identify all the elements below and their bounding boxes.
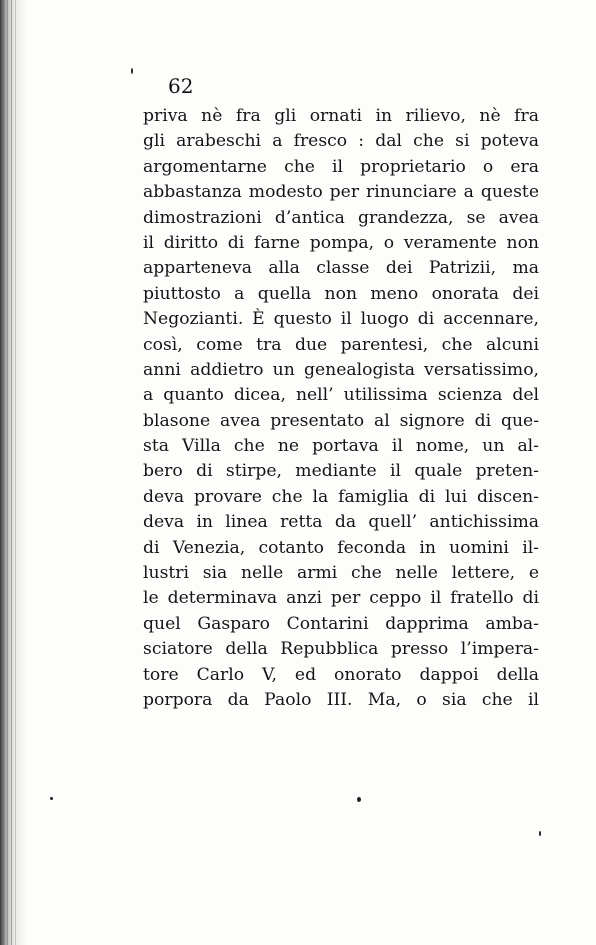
text-line: apparteneva alla classe dei Patrizii, ma — [143, 258, 539, 279]
text-line: priva nè fra gli ornati in rilievo, nè fra — [143, 106, 539, 126]
text-line: bero di stirpe, mediante il quale preten- — [143, 461, 539, 482]
text-line: di Venezia, cotanto feconda in uomini il- — [143, 537, 539, 558]
text-line: le determinava anzi per ceppo il fratello di — [143, 588, 539, 609]
text-line: sta Villa che ne portava il nome, un al- — [143, 436, 539, 457]
text-line: anni addietro un genealogista versatissimo, — [143, 359, 539, 380]
body-text — [143, 104, 539, 713]
text-line: deva in linea retta da quell’ antichissima — [143, 512, 539, 533]
text-line: il diritto di farne pompa, o veramente non — [143, 232, 539, 253]
text-line: blasone avea presentato al signore di que- — [143, 410, 539, 431]
binding-edge-line — [7, 0, 8, 945]
text-line: gli arabeschi a fresco : dal che si poteva — [143, 131, 539, 152]
text-line: quel Gasparo Contarini dapprima amba- — [143, 613, 539, 634]
text-line: sciatore della Repubblica presso l’impera- — [143, 639, 539, 660]
text-line: deva provare che la famiglia di lui discen- — [143, 486, 539, 507]
text-line: abbastanza modesto per rinunciare a queste — [143, 182, 539, 203]
ink-speck — [357, 797, 361, 802]
text-line: piuttosto a quella non meno onorata dei — [143, 283, 539, 304]
page-number: 62 — [168, 74, 194, 98]
text-line: a quanto dicea, nell’ utilissima scienza del — [143, 385, 539, 406]
binding-edge-line — [11, 0, 12, 945]
text-line: tore Carlo V, ed onorato dappoi della — [143, 664, 539, 685]
ink-speck — [50, 797, 53, 800]
ink-speck — [131, 68, 133, 74]
text-line: Negozianti. È questo il luogo di accennare, — [143, 309, 539, 330]
text-line: lustri sia nelle armi che nelle lettere, e — [143, 563, 539, 584]
text-line: dimostrazioni d’antica grandezza, se avea — [143, 207, 539, 228]
ink-speck — [539, 831, 541, 836]
text-line: porpora da Paolo III. Ma, o sia che il — [143, 689, 539, 710]
page-binding-shadow — [0, 0, 28, 945]
binding-edge-line — [15, 0, 16, 945]
text-line: così, come tra due parentesi, che alcuni — [143, 334, 539, 355]
text-line: argomentarne che il proprietario o era — [143, 156, 539, 177]
binding-edge-line — [3, 0, 4, 945]
